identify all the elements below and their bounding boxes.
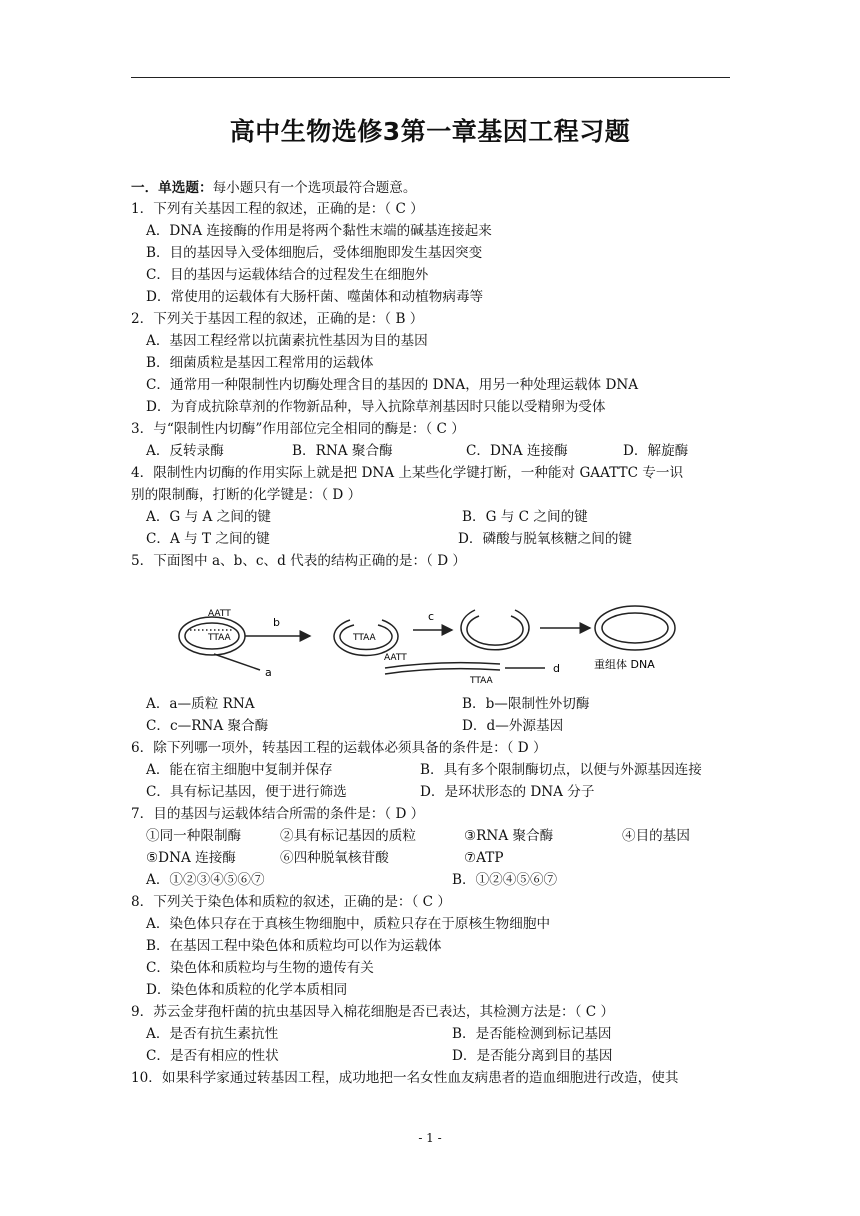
question-9-option-d: D．是否能分离到目的基因 <box>452 1048 613 1064</box>
question-7-item-6: ⑥四种脱氧核苷酸 <box>280 850 389 866</box>
label-b: b <box>273 616 280 629</box>
question-4-stem-continued: 别的限制酶，打断的化学键是：（ D ） <box>131 487 362 503</box>
document-title: 高中生物选修3第一章基因工程习题 <box>229 117 631 146</box>
question-3-option-d: D．解旋酶 <box>623 443 689 459</box>
question-3-option-b: B．RNA 聚合酶 <box>292 443 393 459</box>
section-heading <box>131 179 416 197</box>
question-7-stem: 7．目的基因与运载体结合所需的条件是：（ D ） <box>131 806 425 822</box>
section-instruction: 每小题只有一个选项最符合题意。 <box>212 180 417 196</box>
question-9-option-a: A．是否有抗生素抗性 <box>146 1026 279 1042</box>
question-10-stem: 10．如果科学家通过转基因工程，成功地把一名女性血友病患者的造血细胞进行改造，使其 <box>131 1070 679 1086</box>
question-8-option-c: C．染色体和质粒均与生物的遗传有关 <box>146 960 374 976</box>
foreign-gene-fragment <box>385 663 500 674</box>
question-8-option-a: A．染色体只存在于真核生物细胞中，质粒只存在于原核生物细胞中 <box>146 916 551 932</box>
question-7-option-a: A．①②③④⑤⑥⑦ <box>146 872 265 888</box>
seq-bottom-1: TTAA <box>208 633 231 643</box>
question-4-option-d: D．磷酸与脱氧核糖之间的键 <box>458 531 633 547</box>
pointer-a <box>214 654 260 670</box>
question-3-stem: 3．与“限制性内切酶”作用部位完全相同的酶是：（ C ） <box>131 421 465 437</box>
question-6-option-c: C．具有标记基因，便于进行筛选 <box>146 784 347 800</box>
label-recombinant-dna: 重组体 DNA <box>594 658 655 671</box>
question-2-option-b: B．细菌质粒是基因工程常用的运载体 <box>146 355 374 371</box>
question-6-option-d: D．是环状形态的 DNA 分子 <box>420 784 595 800</box>
question-2-option-c: C．通常用一种限制性内切酶处理含目的基因的 DNA，用另一种处理运载体 DNA <box>146 377 639 393</box>
question-5-option-d: D．d—外源基因 <box>462 718 564 734</box>
question-5-option-c: C．c—RNA 聚合酶 <box>146 718 269 734</box>
question-4-option-b: B．G 与 C 之间的键 <box>462 509 588 525</box>
label-d: d <box>553 662 560 675</box>
question-9-option-c: C．是否有相应的性状 <box>146 1048 279 1064</box>
question-2-option-a: A．基因工程经常以抗菌素抗性基因为目的基因 <box>146 333 428 349</box>
question-1-option-d: D．常使用的运载体有大肠杆菌、噬菌体和动植物病毒等 <box>146 289 484 305</box>
question-3-option-a: A．反转录酶 <box>146 443 224 459</box>
plasmid-recombinant <box>595 606 675 650</box>
question-5-stem: 5．下面图中 a、b、c、d 代表的结构正确的是：（ D ） <box>131 553 467 569</box>
question-1-option-c: C．目的基因与运载体结合的过程发生在细胞外 <box>146 267 429 283</box>
label-a: a <box>265 666 272 679</box>
seq-top-fragment: AATT <box>384 653 407 663</box>
question-1-stem: 1．下列有关基因工程的叙述，正确的是：（ C ） <box>131 201 424 217</box>
question-6-option-b: B．具有多个限制酶切点，以便与外源基因连接 <box>420 762 702 778</box>
question-7-item-5: ⑤DNA 连接酶 <box>146 850 236 866</box>
page-number: - 1 - <box>418 1131 442 1145</box>
question-6-stem: 6．除下列哪一项外，转基因工程的运载体必须具备的条件是：（ D ） <box>131 740 547 756</box>
question-4-stem: 4．限制性内切酶的作用实际上就是把 DNA 上某些化学键打断，一种能对 GAATTC 专一识 <box>131 465 684 481</box>
header-rule <box>131 77 730 78</box>
question-7-item-4: ④目的基因 <box>622 828 690 844</box>
question-7-item-7: ⑦ATP <box>464 850 504 866</box>
question-9-stem: 9．苏云金芽孢杆菌的抗虫基因导入棉花细胞是否已表达，其检测方法是：（ C ） <box>131 1004 615 1020</box>
question-5-option-a: A．a—质粒 RNA <box>146 696 255 712</box>
question-2-option-d: D．为育成抗除草剂的作物新品种，导入抗除草剂基因时只能以受精卵为受体 <box>146 399 606 415</box>
question-8-option-b: B．在基因工程中染色体和质粒均可以作为运载体 <box>146 938 442 954</box>
question-4-option-a: A．G 与 A 之间的键 <box>146 509 272 525</box>
question-5-option-b: B．b—限制性外切酶 <box>462 696 590 712</box>
question-1-option-b: B．目的基因导入受体细胞后，受体细胞即发生基因突变 <box>146 245 483 261</box>
plasmid-open <box>461 610 529 650</box>
label-c: c <box>428 610 435 623</box>
seq-bottom-2: TTAA <box>353 633 376 643</box>
question-9-option-b: B．是否能检测到标记基因 <box>452 1026 612 1042</box>
recombinant-dna-diagram <box>170 580 710 690</box>
question-8-stem: 8．下列关于染色体和质粒的叙述，正确的是：（ C ） <box>131 894 451 910</box>
question-7-item-1: ①同一种限制酶 <box>146 828 242 844</box>
question-7-option-b: B．①②④⑤⑥⑦ <box>452 872 558 888</box>
question-2-stem: 2．下列关于基因工程的叙述，正确的是：（ B ） <box>131 311 424 327</box>
question-7-item-3: ③RNA 聚合酶 <box>464 828 554 844</box>
question-1-option-a: A．DNA 连接酶的作用是将两个黏性末端的碱基连接起来 <box>146 223 492 239</box>
seq-bottom-fragment: TTAA <box>470 676 493 686</box>
seq-top-1: AATT <box>208 609 231 619</box>
question-7-item-2: ②具有标记基因的质粒 <box>280 828 416 844</box>
question-8-option-d: D．染色体和质粒的化学本质相同 <box>146 982 348 998</box>
question-3-option-c: C．DNA 连接酶 <box>466 443 568 459</box>
question-6-option-a: A．能在宿主细胞中复制并保存 <box>146 762 333 778</box>
section-label: 一．单选题： <box>131 180 213 196</box>
question-4-option-c: C．A 与 T 之间的键 <box>146 531 270 547</box>
